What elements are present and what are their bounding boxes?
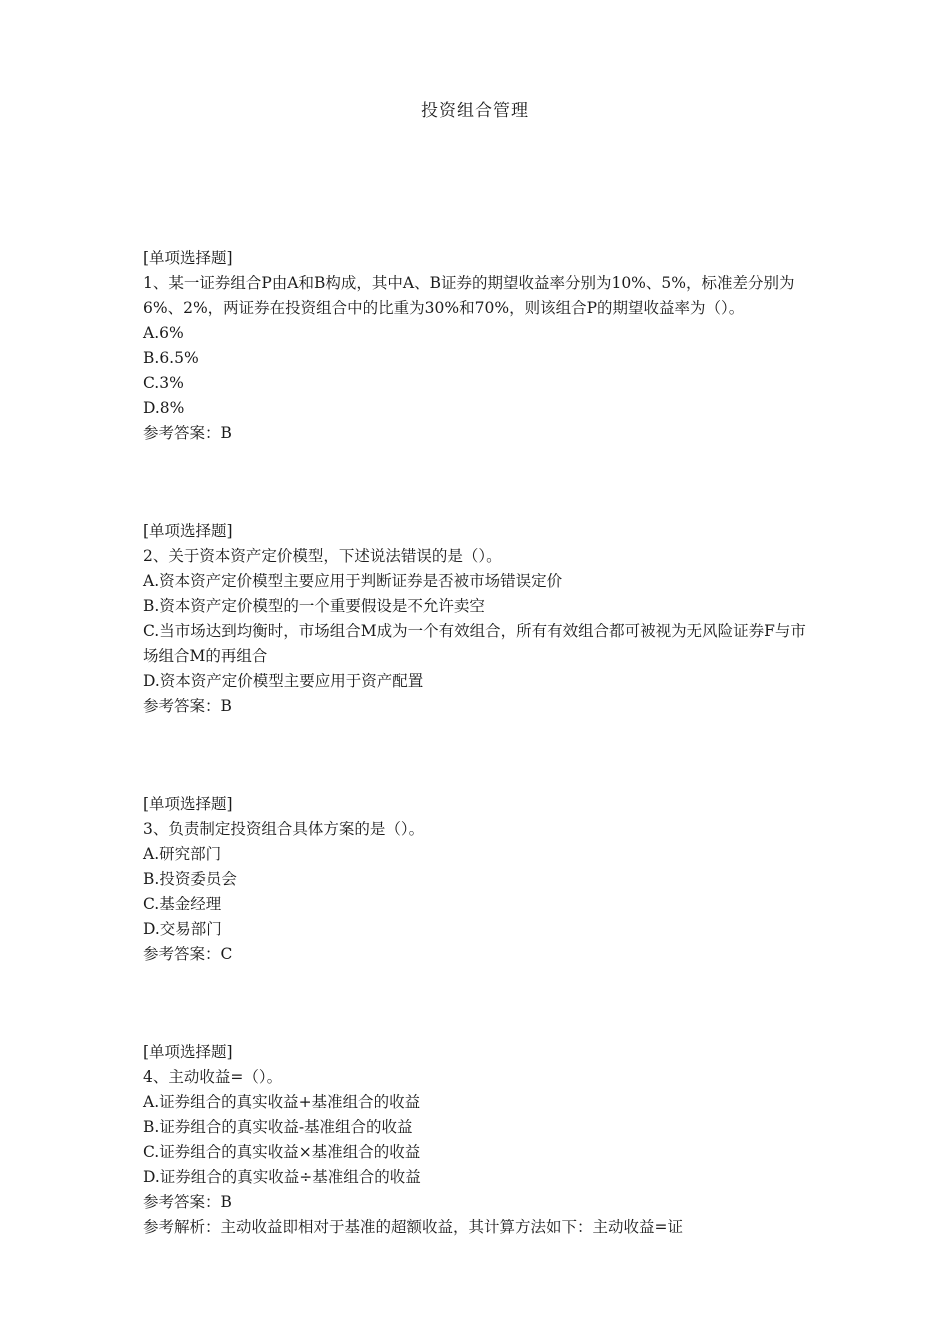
option-a: A.6% <box>143 324 184 342</box>
question-list <box>143 246 808 1240</box>
option-c: C.当市场达到均衡时，市场组合M成为一个有效组合，所有有效组合都可被视为无风险证券F与市场组合M的再组合 <box>143 622 806 665</box>
question-1 <box>143 246 808 446</box>
question-type-tag: [单项选择题] <box>143 1043 233 1061</box>
reference-analysis: 参考解析：主动收益即相对于基准的超额收益，其计算方法如下：主动收益=证 <box>143 1218 683 1236</box>
option-d: D.证券组合的真实收益÷基准组合的收益 <box>143 1168 421 1186</box>
reference-answer: 参考答案：B <box>143 697 232 715</box>
option-d: D.交易部门 <box>143 920 222 938</box>
option-d: D.资本资产定价模型主要应用于资产配置 <box>143 672 424 690</box>
question-2 <box>143 519 808 719</box>
page-title: 投资组合管理 <box>421 101 529 121</box>
question-stem: 1、某一证券组合P由A和B构成，其中A、B证券的期望收益率分别为10%、5%，标准差分别为6%、2%，两证券在投资组合中的比重为30%和70%，则该组合P的期望收益率为（）。 <box>143 274 795 317</box>
option-c: C.基金经理 <box>143 895 222 913</box>
option-a: A.证券组合的真实收益+基准组合的收益 <box>143 1093 421 1111</box>
option-c: C.3% <box>143 374 184 392</box>
question-stem: 2、关于资本资产定价模型，下述说法错误的是（）。 <box>143 547 502 565</box>
question-3 <box>143 792 808 967</box>
question-4 <box>143 1040 808 1240</box>
option-a: A.研究部门 <box>143 845 222 863</box>
reference-answer: 参考答案：B <box>143 424 232 442</box>
question-type-tag: [单项选择题] <box>143 522 233 540</box>
question-type-tag: [单项选择题] <box>143 249 233 267</box>
option-a: A.资本资产定价模型主要应用于判断证券是否被市场错误定价 <box>143 572 563 590</box>
option-b: B.资本资产定价模型的一个重要假设是不允许卖空 <box>143 597 485 615</box>
option-b: B.证券组合的真实收益-基准组合的收益 <box>143 1118 413 1136</box>
option-d: D.8% <box>143 399 185 417</box>
option-b: B.投资委员会 <box>143 870 237 888</box>
option-c: C.证券组合的真实收益×基准组合的收益 <box>143 1143 421 1161</box>
option-b: B.6.5% <box>143 349 199 367</box>
question-type-tag: [单项选择题] <box>143 795 233 813</box>
question-stem: 4、主动收益=（）。 <box>143 1068 283 1086</box>
reference-answer: 参考答案：C <box>143 945 233 963</box>
reference-answer: 参考答案：B <box>143 1193 232 1211</box>
question-stem: 3、负责制定投资组合具体方案的是（）。 <box>143 820 425 838</box>
